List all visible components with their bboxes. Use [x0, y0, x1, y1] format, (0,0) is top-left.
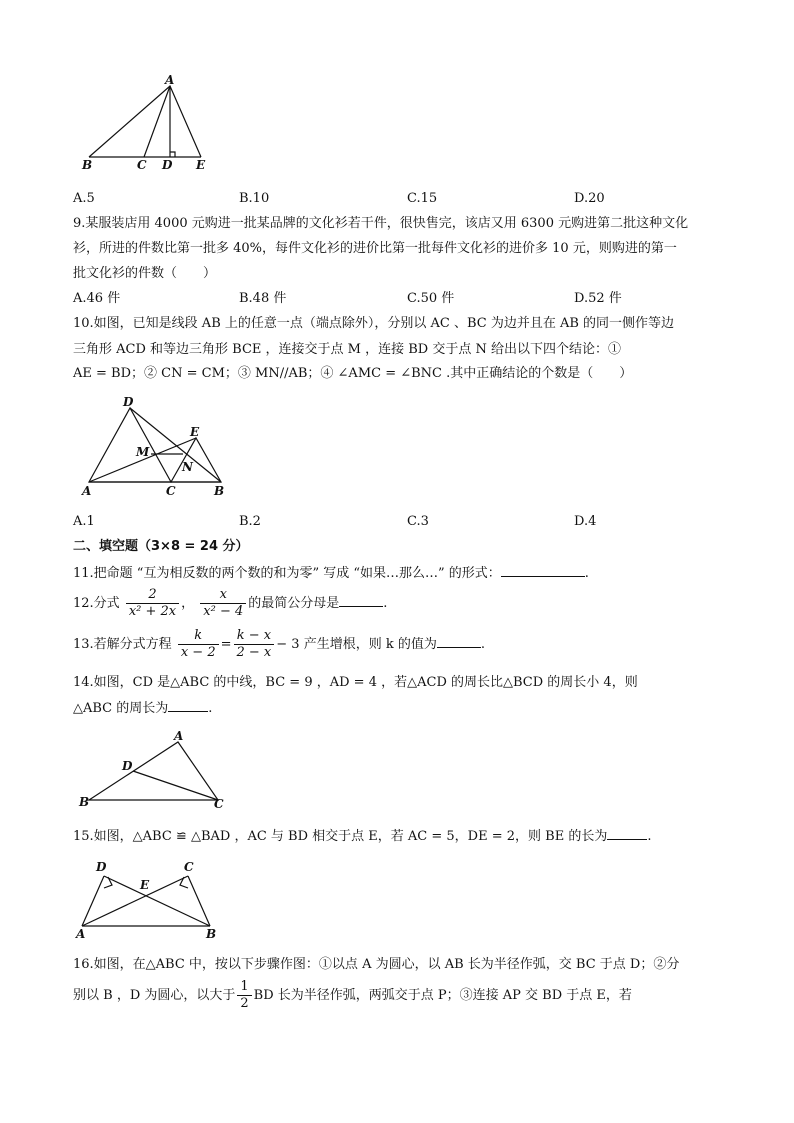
- q9-line-3: 批文化衫的件数（ ）: [73, 266, 217, 281]
- fig10-label-n: N: [182, 460, 193, 474]
- fig14-label-b: B: [79, 795, 90, 809]
- figure-q14-triangle: [78, 730, 238, 812]
- fig14-label-c: C: [214, 797, 224, 811]
- q16-line-2: [73, 979, 632, 1013]
- q13-answer-blank[interactable]: [437, 635, 481, 648]
- q14-line-2: △ABC 的周长为 .: [73, 701, 213, 716]
- q15-answer-blank[interactable]: [607, 827, 647, 840]
- q14-line-2-text: △ABC 的周长为: [73, 701, 169, 716]
- q10-line-1: 10.如图，已知是线段 AB 上的任意一点（端点除外），分别以 AC 、BC 为边并且在 AB 的同一侧作等边: [73, 316, 675, 331]
- q12-frac1-denominator: x² + 2x: [128, 604, 177, 619]
- q12: 12.分式 $\frac{2}{\text{x² + 2x}}$ ， $\frac{x}{\text{x² − 4}}$ 的最简公分母是 .: [73, 587, 388, 619]
- figure-q15-congruent-triangles: [74, 856, 224, 942]
- q10-line-3: AE = BD；② CN = CM；③ MN//AB；④ ∠AMC = ∠BNC .其中正确结论的个数是（ ）: [73, 366, 633, 381]
- q10-line-2: 三角形 ACD 和等边三角形 BCE ，连接交于点 M ，连接 BD 交于点 N 给出以下四个结论：①: [73, 342, 621, 357]
- q11-answer-blank[interactable]: [501, 564, 585, 577]
- q8-option-a: A.5: [73, 191, 95, 206]
- q16-line-1: 16.如图，在△ABC 中，按以下步骤作图：①以点 A 为圆心，以 AB 长为半径作弧，交 BC 于点 D；②分: [73, 957, 680, 972]
- q9-option-b: B.48 件: [239, 291, 287, 306]
- q12-separator: ，: [181, 596, 195, 611]
- q16-frac-numerator: 1: [237, 979, 251, 996]
- q9-option-a: A.46 件: [73, 291, 121, 306]
- q10-option-d: D.4: [574, 514, 597, 529]
- q12-prefix: 12.分式: [73, 596, 120, 611]
- fig10-label-a: A: [82, 484, 92, 498]
- q10-option-b: B.2: [239, 514, 261, 529]
- fig8-label-e: E: [196, 158, 206, 172]
- q15-text: 15.如图，△ABC ≌ △BAD ，AC 与 BD 相交于点 E，若 AC = 5，DE = 2，则 BE 的长为: [73, 829, 608, 844]
- q13-suffix: − 3 产生增根，则 k 的值为: [276, 637, 437, 652]
- q12-fraction-1: [126, 587, 179, 620]
- q12-frac1-numerator: 2: [126, 587, 179, 604]
- q16-fraction: [237, 979, 251, 1012]
- q12-frac2-denominator: x² − 4: [203, 604, 244, 619]
- q8-option-c: C.15: [407, 191, 438, 206]
- fig15-label-e: E: [140, 878, 150, 892]
- q9-line-1: 9.某服装店用 4000 元购进一批某品牌的文化衫若干件，很快售完，该店又用 6300 元购进第二批这种文化: [73, 216, 689, 231]
- fig14-label-d: D: [122, 759, 133, 773]
- figure-q10-equilateral-triangles: [80, 396, 230, 500]
- fig15-label-d: D: [96, 860, 107, 874]
- q15: 15.如图，△ABC ≌ △BAD ，AC 与 BD 相交于点 E，若 AC = 5，DE = 2，则 BE 的长为 .: [73, 829, 652, 844]
- figure-q8-triangle: [78, 74, 218, 174]
- fig10-label-e: E: [190, 425, 200, 439]
- fig15-label-a: A: [76, 927, 86, 941]
- q16-line-2-prefix: 别以 B ，D 为圆心，以大于: [73, 988, 236, 1003]
- q10-option-c: C.3: [407, 514, 429, 529]
- q8-option-b: B.10: [239, 191, 270, 206]
- q13-fraction-2: [234, 628, 275, 661]
- q12-suffix: 的最简公分母是: [248, 596, 340, 611]
- q10-option-a: A.1: [73, 514, 95, 529]
- q14-answer-blank[interactable]: [168, 699, 208, 712]
- fig10-label-c: C: [166, 484, 176, 498]
- q13-frac2-denominator: 2 − x: [236, 645, 272, 660]
- q13: 13.若解分式方程 $\frac{k}{x - 2}$ = $\frac{k - x}{2 - x}$ − 3 产生增根，则 k 的值为 .: [73, 628, 485, 660]
- q13-prefix: 13.若解分式方程: [73, 637, 172, 652]
- q13-frac2-numerator: k − x: [234, 628, 275, 645]
- section-2-heading: 二、填空题（3×8 = 24 分）: [73, 539, 249, 554]
- q16-line-2-suffix: BD 长为半径作弧，两弧交于点 P；③连接 AP 交 BD 于点 E，若: [253, 988, 632, 1003]
- q14-line-1: 14.如图，CD 是△ABC 的中线，BC = 9 ，AD = 4 ，若△ACD 的周长比△BCD 的周长小 4，则: [73, 675, 638, 690]
- q9-line-2: 衫，所进的件数比第一批多 40%，每件文化衫的进价比第一批每件文化衫的进价多 10 元，则购进的第一: [73, 241, 677, 256]
- fig10-label-d: D: [123, 395, 134, 409]
- q13-fraction-1: [178, 628, 219, 661]
- q12-frac2-numerator: x: [200, 587, 246, 604]
- fig8-label-b: B: [82, 158, 93, 172]
- q13-frac1-numerator: k: [178, 628, 219, 645]
- fig15-label-b: B: [206, 927, 217, 941]
- q12-fraction-2: [200, 587, 246, 620]
- q11-text: 11.把命题 “互为相反数的两个数的和为零” 写成 “如果…那么…” 的形式：: [73, 566, 501, 581]
- fig10-label-b: B: [214, 484, 225, 498]
- q9-option-c: C.50 件: [407, 291, 455, 306]
- fig15-label-c: C: [184, 860, 194, 874]
- q13-frac1-denominator: x − 2: [180, 645, 216, 660]
- fig10-label-m: M: [136, 445, 150, 459]
- q9-option-d: D.52 件: [574, 291, 622, 306]
- fig14-label-a: A: [174, 729, 184, 743]
- q8-option-d: D.20: [574, 191, 605, 206]
- q13-equals: =: [220, 637, 232, 652]
- fig8-label-c: C: [137, 158, 147, 172]
- fig8-label-a: A: [165, 73, 175, 87]
- q16-frac-denominator: 2: [240, 996, 249, 1011]
- q11: 11.把命题 “互为相反数的两个数的和为零” 写成 “如果…那么…” 的形式： .: [73, 566, 589, 581]
- fig8-label-d: D: [162, 158, 173, 172]
- q12-answer-blank[interactable]: [339, 594, 383, 607]
